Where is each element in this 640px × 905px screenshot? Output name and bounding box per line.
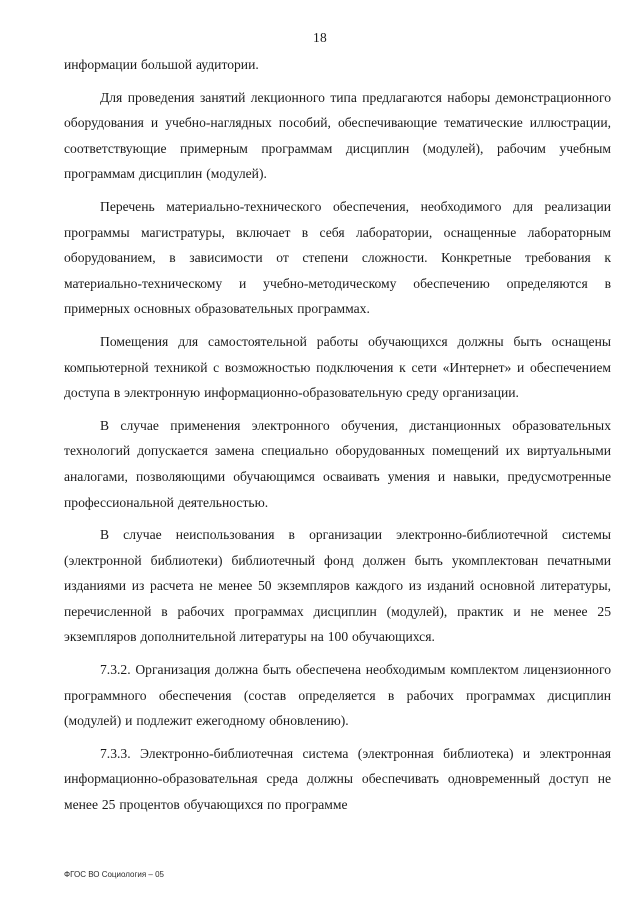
paragraph-material-list: Перечень материально-технического обеспечения, необходимого для реализации программы магистратуры, включает в себя лаборатории, оснащенные лабораторным оборудованием, в зависимости от степени сложности. Конкретные требования к материально-техническому и учебно-методическому обеспечению определяются в примерных основных образовательных программах. [64,198,611,317]
paragraph-7-3-3: 7.3.3. Электронно-библиотечная система (электронная библиотека) и электронная информационно-образовательная среда должны обеспечивать одновременный доступ не менее 25 процентов обучающихся по программе [64,745,611,813]
paragraph-lecture-equipment: Для проведения занятий лекционного типа предлагаются наборы демонстрационного оборудования и учебно-наглядных пособий, обеспечивающие тематические иллюстрации, соответствующие примерным программам дисциплин (модулей), рабочим учебным программам дисциплин (модулей). [64,89,611,182]
page-footer: ФГОС ВО Социология – 05 [64,870,164,879]
paragraph-e-learning: В случае применения электронного обучения, дистанционных образовательных технологий допускается замена специально оборудованных помещений их виртуальными аналогами, позволяющими обучающимся осваивать умения и навыки, предусмотренные профессиональной деятельностью. [64,417,611,510]
paragraph-library-fund: В случае неиспользования в организации электронно-библиотечной системы (электронной библиотеки) библиотечный фонд должен быть укомплектован печатными изданиями из расчета не менее 50 экземпляров каждого из изданий основной литературы, перечисленной в рабочих программах дисциплин (модулей), практик и не менее 25 экземпляров дополнительной литературы на 100 обучающихся. [64,527,611,645]
page-number: 18 [313,30,327,45]
document-body [64,52,611,825]
paragraph-continuation: информации большой аудитории. [64,57,259,72]
paragraph-7-3-2: 7.3.2. Организация должна быть обеспечена необходимым комплектом лицензионного программного обеспечения (состав определяется в рабочих программах дисциплин (модулей) и подлежит ежегодному обновлению). [64,662,611,729]
paragraph-self-study-rooms: Помещения для самостоятельной работы обучающихся должны быть оснащены компьютерной техникой с возможностью подключения к сети «Интернет» и обеспечением доступа в электронную информационно-образовательную среду организации. [64,333,611,401]
